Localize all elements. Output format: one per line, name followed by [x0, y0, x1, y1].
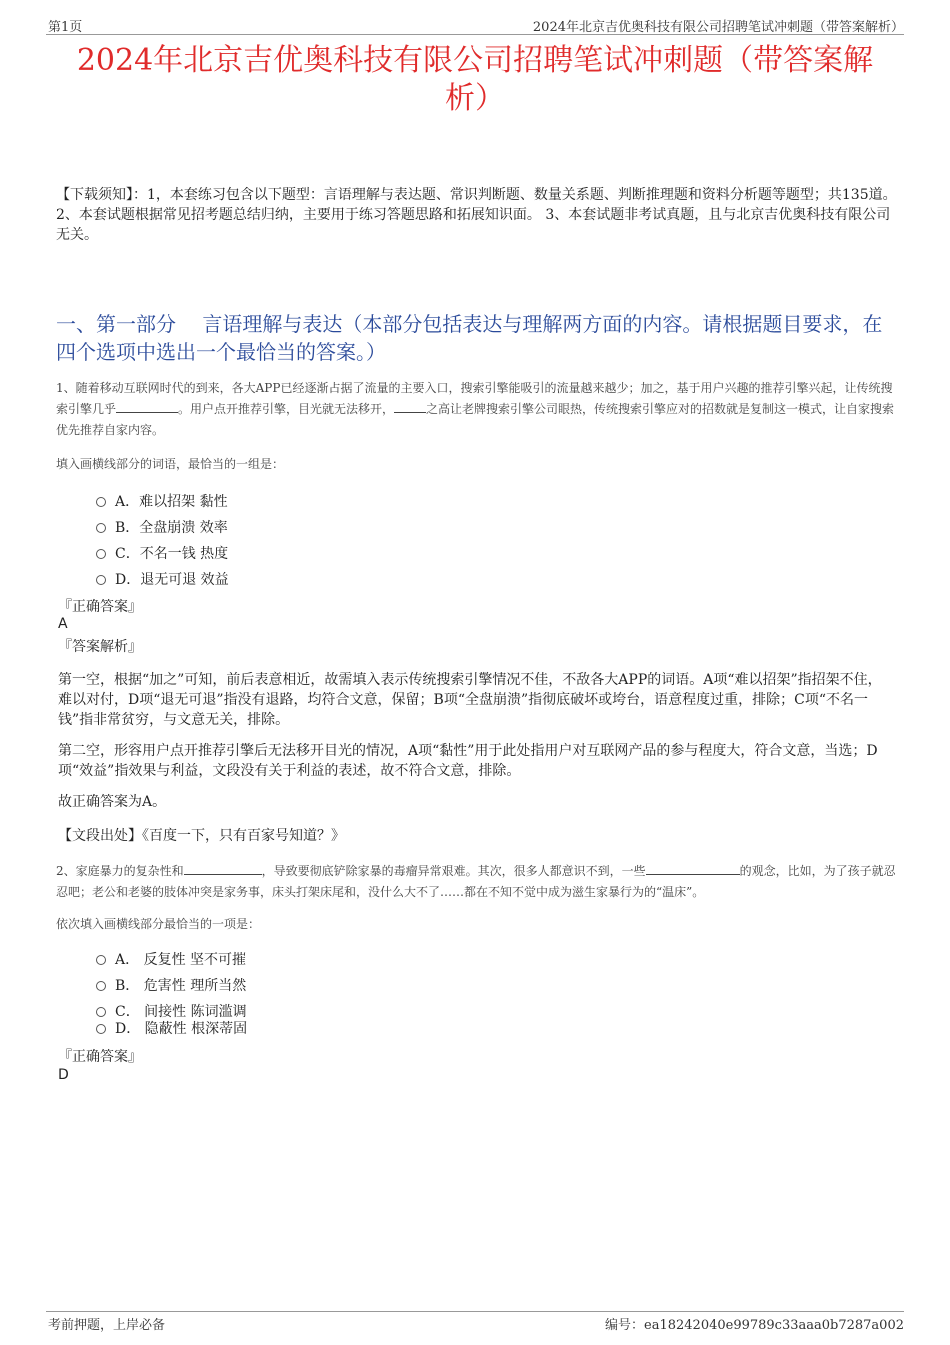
answer-value: A [58, 616, 68, 632]
download-notice: 【下载须知】：1，本套练习包含以下题型：言语理解与表达题、常识判断题、数量关系题、判断推理题和资料分析题等题型；共135道。 2、本套试题根据常见招考题总结归纳，主要用于练习答题思路和拓展知识面。 3、本套试题非考试真题，且与北京吉优奥科技有限公司无关。 [56, 187, 897, 243]
radio-icon[interactable] [96, 1007, 106, 1017]
option-1c[interactable]: C．不名一钱 热度 [96, 544, 228, 564]
page-number: 第1页 [48, 20, 83, 35]
option-2d[interactable]: D． 隐蔽性 根深蒂固 [96, 1019, 247, 1039]
analysis-conclusion: 故正确答案为A。 [58, 794, 167, 810]
answer-heading: 『正确答案』 [58, 599, 142, 615]
question-2-prompt: 依次填入画横线部分最恰当的一项是： [56, 917, 261, 931]
question-1-prompt: 填入画横线部分的词语，最恰当的一组是： [56, 457, 285, 471]
analysis-heading: 『答案解析』 [58, 639, 142, 655]
blank-line [184, 862, 262, 875]
option-2c[interactable]: C． 间接性 陈词滥调 [96, 1002, 247, 1022]
blank-line [646, 862, 740, 875]
footer-serial: 编号：ea18242040e99789c33aaa0b7287a002 [605, 1318, 904, 1333]
option-2a[interactable]: A． 反复性 坚不可摧 [96, 950, 246, 970]
option-1a[interactable]: A．难以招架 黏性 [96, 492, 228, 512]
answer-value: D [58, 1067, 69, 1083]
section-title: 一、第一部分 言语理解与表达（本部分包括表达与理解两方面的内容。请根据题目要求，在四个选项中选出一个最恰当的答案。） [56, 312, 883, 364]
footer-divider [46, 1311, 904, 1312]
page-title: 2024年北京吉优奥科技有限公司招聘笔试冲刺题（带答案解析） [76, 43, 874, 116]
analysis-paragraph: 第一空，根据“加之”可知，前后表意相近，故需填入表示传统搜索引擎情况不佳，不敌各大APP的词语。A项“难以招架”指招架不住，难以对付，D项“退无可退”指没有退路，均符合文意，保留；B项“全盘崩溃”指彻底破坏或垮台，语意程度过重，排除；C项“不名一钱”指非常贫穷，与文意无关，排除。 [58, 672, 882, 728]
radio-icon[interactable] [96, 955, 106, 965]
header-divider [46, 34, 904, 35]
footer-slogan: 考前押题，上岸必备 [48, 1318, 166, 1333]
blank-line [394, 400, 426, 413]
analysis-paragraph: 第二空，形容用户点开推荐引擎后无法移开目光的情况，A项“黏性”用于此处指用户对互联网产品的参与程度大，符合文意，当选；D项“效益”指效果与利益，文段没有关于利益的表述，故不符合文意，排除。 [58, 743, 878, 779]
page-header [46, 14, 904, 34]
option-2b[interactable]: B． 危害性 理所当然 [96, 976, 246, 996]
radio-icon[interactable] [96, 1024, 106, 1034]
blank-line [116, 400, 178, 413]
radio-icon[interactable] [96, 981, 106, 991]
analysis-source: 【文段出处】《百度一下，只有百家号知道？》 [58, 828, 345, 844]
radio-icon[interactable] [96, 523, 106, 533]
answer-heading: 『正确答案』 [58, 1049, 142, 1065]
option-1d[interactable]: D．退无可退 效益 [96, 570, 229, 590]
header-doc-title: 2024年北京吉优奥科技有限公司招聘笔试冲刺题（带答案解析） [532, 20, 904, 35]
radio-icon[interactable] [96, 575, 106, 585]
option-1b[interactable]: B．全盘崩溃 效率 [96, 518, 228, 538]
radio-icon[interactable] [96, 497, 106, 507]
radio-icon[interactable] [96, 549, 106, 559]
question-1-stem: 1、随着移动互联网时代的到来，各大APP已经逐渐占据了流量的主要入口，搜索引擎能吸引的流量越来越少；加之，基于用户兴趣的推荐引擎兴起，让传统搜索引擎几乎 。用户点开推荐引擎，目光就无法移开， 之高让老牌搜索引擎公司眼热，传统搜索引擎应对的招数就是复制这一模式，让自家搜索优先推荐自家内容。 [56, 381, 895, 437]
question-2-stem: 2、家庭暴力的复杂性和 ，导致要彻底铲除家暴的毒瘤异常艰难。其次，很多人都意识不到，一些 的观念，比如，为了孩子就忍忍吧；老公和老婆的肢体冲突是家务事，床头打架床尾和，没什么大不了……都在不知不觉中成为滋生家暴行为的“温床”。 [56, 864, 896, 899]
